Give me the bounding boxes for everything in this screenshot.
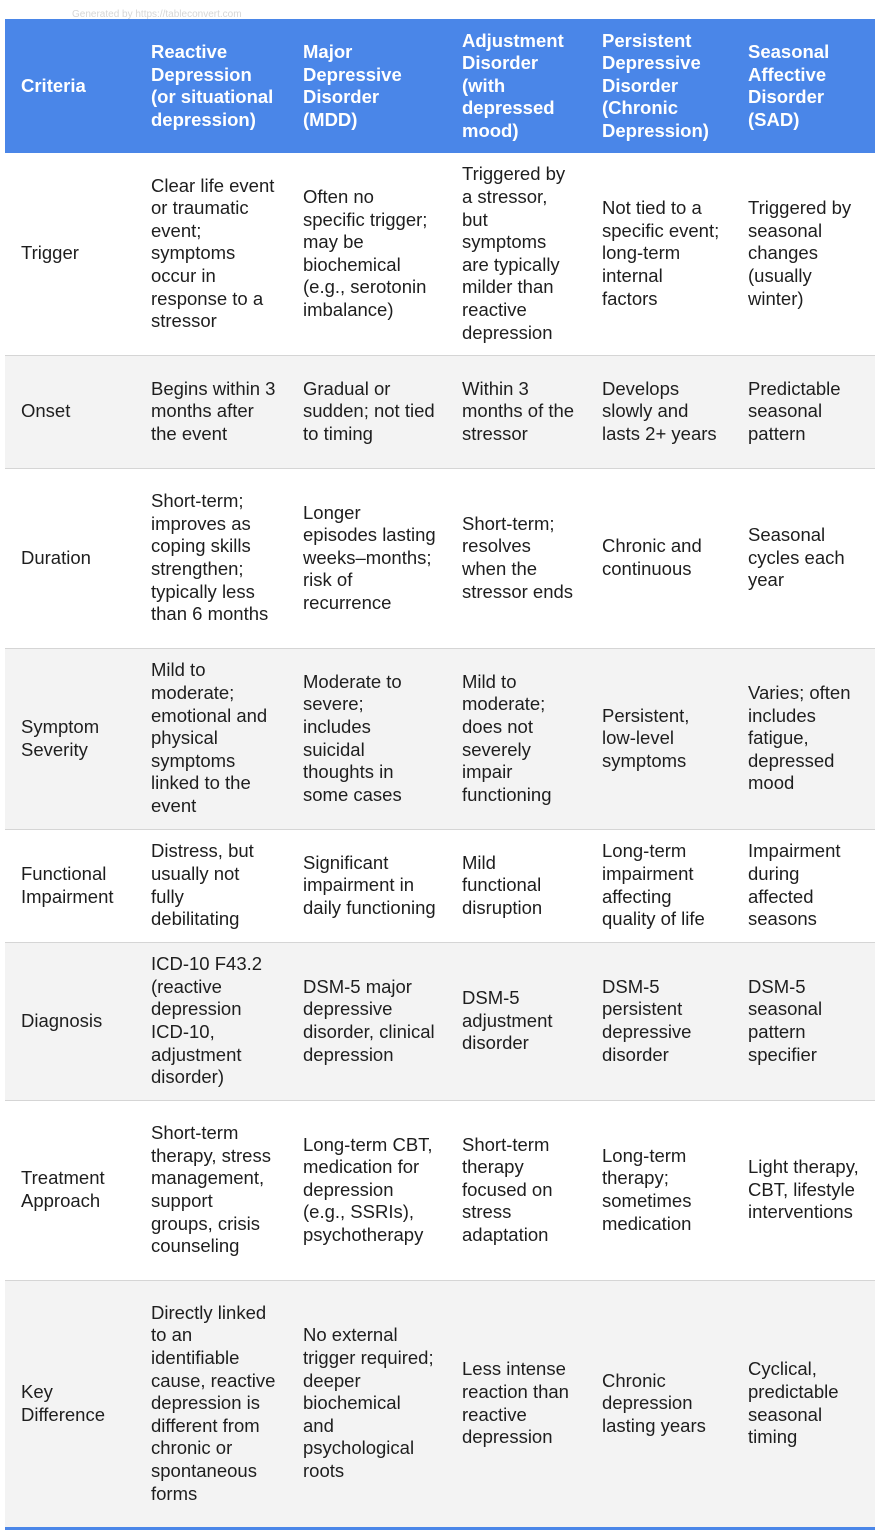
table-cell: Short-term; improves as coping skills strengthen; typically less than 6 months (135, 468, 287, 648)
table-cell: Often no specific trigger; may be biochemical (e.g., serotonin imbalance) (287, 153, 446, 355)
table-cell: ICD-10 F43.2 (reactive depression ICD-10, adjustment disorder) (135, 942, 287, 1100)
table-cell: Seasonal cycles each year (732, 468, 875, 648)
header-adjustment-disorder: Adjustment Disorder (with depressed mood) (462, 29, 564, 141)
table-cell: Persistent, low-level symptoms (586, 648, 732, 829)
table-cell: DSM-5 adjustment disorder (446, 942, 586, 1100)
row-label-cell: Trigger (5, 153, 135, 355)
row-label-cell: Symptom Severity (5, 648, 135, 829)
table-cell: Moderate to severe; includes suicidal thoughts in some cases (287, 648, 446, 829)
table-cell: No external trigger required; deeper biochemical and psychological roots (287, 1280, 446, 1528)
table-cell: Mild to moderate; does not severely impair functioning (446, 648, 586, 829)
watermark-text: Generated by https://tableconvert.com (72, 9, 242, 20)
table-cell: Distress, but usually not fully debilitating (135, 829, 287, 942)
header-persistent-depressive-disorder: Persistent Depressive Disorder (Chronic Depression) (602, 29, 709, 141)
table-cell: Short-term therapy, stress management, support groups, crisis counseling (135, 1100, 287, 1280)
table-row-duration (5, 468, 875, 648)
table-cell: Triggered by seasonal changes (usually winter) (732, 153, 875, 355)
header-reactive-depression: Reactive Depression (or situational depression) (151, 41, 274, 130)
header-row (5, 19, 875, 153)
table-row-functional-impairment (5, 829, 875, 942)
table-row-symptom-severity (5, 648, 875, 829)
table-cell: Short-term; resolves when the stressor ends (446, 468, 586, 648)
table-row-onset (5, 355, 875, 468)
table-cell: Light therapy, CBT, lifestyle interventions (732, 1100, 875, 1280)
header-major-depressive-disorder: Major Depressive Disorder (MDD) (303, 41, 402, 130)
table-cell: Long-term therapy; sometimes medication (586, 1100, 732, 1280)
table-cell: Chronic depression lasting years (586, 1280, 732, 1528)
table-cell: Less intense reaction than reactive depression (446, 1280, 586, 1528)
table-cell: Begins within 3 months after the event (135, 355, 287, 468)
row-label-cell: Functional Impairment (5, 829, 135, 942)
table-cell: DSM-5 persistent depressive disorder (586, 942, 732, 1100)
table-cell: Longer episodes lasting weeks–months; risk of recurrence (287, 468, 446, 648)
table-cell: DSM-5 major depressive disorder, clinical depression (287, 942, 446, 1100)
table-cell: DSM-5 seasonal pattern specifier (732, 942, 875, 1100)
row-label-cell: Onset (5, 355, 135, 468)
table-cell: Long-term CBT, medication for depression (e.g., SSRIs), psychotherapy (287, 1100, 446, 1280)
table-cell: Develops slowly and lasts 2+ years (586, 355, 732, 468)
table-cell: Triggered by a stressor, but symptoms are typically milder than reactive depression (446, 153, 586, 355)
table-row-trigger (5, 153, 875, 355)
row-label-cell: Diagnosis (5, 942, 135, 1100)
table-cell: Mild functional disruption (446, 829, 586, 942)
table-cell: Chronic and continuous (586, 468, 732, 648)
table-cell: Cyclical, predictable seasonal timing (732, 1280, 875, 1528)
table-row-diagnosis (5, 942, 875, 1100)
table-row-treatment-approach (5, 1100, 875, 1280)
table-cell: Not tied to a specific event; long-term internal factors (586, 153, 732, 355)
row-label-cell: Duration (5, 468, 135, 648)
table-cell: Gradual or sudden; not tied to timing (287, 355, 446, 468)
header-criteria: Criteria (21, 74, 86, 96)
table-cell: Clear life event or traumatic event; symptoms occur in response to a stressor (135, 153, 287, 355)
table-row-key-difference (5, 1280, 875, 1528)
table-cell: Predictable seasonal pattern (732, 355, 875, 468)
row-label-cell: Key Difference (5, 1280, 135, 1528)
table-cell: Directly linked to an identifiable cause, reactive depression is different from chronic or spontaneous forms (135, 1280, 287, 1528)
table-cell: Mild to moderate; emotional and physical symptoms linked to the event (135, 648, 287, 829)
table-cell: Within 3 months of the stressor (446, 355, 586, 468)
table-cell: Long-term impairment affecting quality of life (586, 829, 732, 942)
header-seasonal-affective-disorder: Seasonal Affective Disorder (SAD) (748, 41, 830, 130)
table-cell: Significant impairment in daily functioning (287, 829, 446, 942)
comparison-table (5, 19, 875, 1530)
table-cell: Short-term therapy focused on stress adaptation (446, 1100, 586, 1280)
table-cell: Impairment during affected seasons (732, 829, 875, 942)
table-cell: Varies; often includes fatigue, depressed mood (732, 648, 875, 829)
row-label-cell: Treatment Approach (5, 1100, 135, 1280)
